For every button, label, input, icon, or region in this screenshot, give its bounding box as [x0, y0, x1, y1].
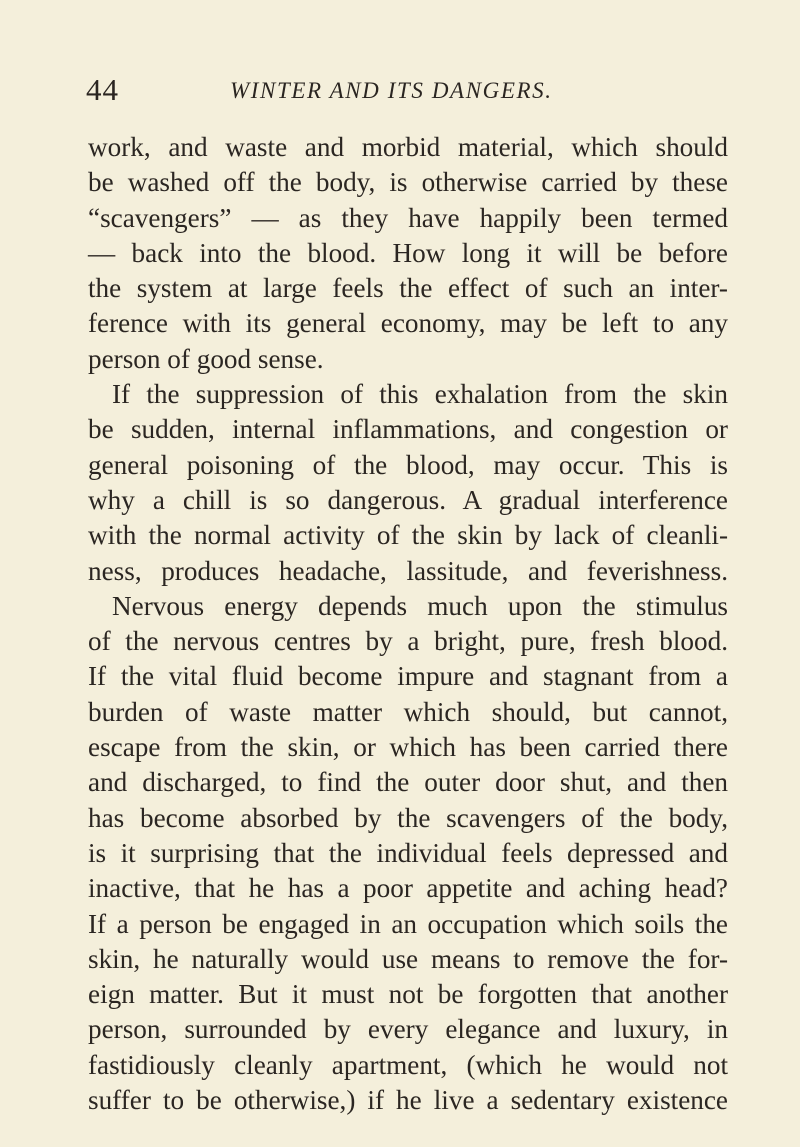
text-line: work, and waste and morbid material, which should: [88, 132, 728, 162]
text-line: If the vital fluid become impure and stagnant from a: [88, 661, 728, 692]
page-number: 44: [86, 72, 119, 107]
text-line: fastidiously cleanly apartment, (which he would not: [88, 1049, 728, 1080]
text-line: suffer to be otherwise,) if he live a sedentary existence: [88, 1085, 728, 1116]
text-line: be sudden, internal inflammations, and congestion or: [88, 414, 728, 445]
text-line: burden of waste matter which should, but cannot,: [88, 696, 728, 727]
text-line: escape from the skin, or which has been carried there: [88, 732, 728, 763]
text-line: general poisoning of the blood, may occur. This is: [88, 449, 728, 480]
text-line: person of good sense.: [88, 343, 324, 374]
text-line: ference with its general economy, may be left to any: [88, 308, 728, 339]
text-line: If the suppression of this exhalation from the skin: [112, 379, 728, 410]
text-line: ness, produces headache, lassitude, and feverishness.: [88, 555, 728, 586]
running-title: WINTER AND ITS DANGERS.: [230, 78, 553, 103]
text-line: inactive, that he has a poor appetite and aching head?: [88, 873, 728, 904]
text-line: be washed off the body, is otherwise carried by these: [88, 167, 728, 198]
text-line: and discharged, to find the outer door shut, and then: [88, 767, 728, 798]
text-line: skin, he naturally would use means to remove the for-: [88, 943, 728, 974]
text-line: person, surrounded by every elegance and luxury, in: [88, 1014, 728, 1045]
text-line: eign matter. But it must not be forgotten that another: [88, 979, 728, 1010]
text-line: why a chill is so dangerous. A gradual interference: [88, 484, 728, 515]
text-line: Nervous energy depends much upon the stimulus: [112, 590, 728, 621]
text-line: If a person be engaged in an occupation which soils the: [88, 908, 728, 939]
text-line: has become absorbed by the scavengers of the body,: [88, 802, 728, 833]
text-line: is it surprising that the individual feels depressed and: [88, 837, 728, 868]
text-line: of the nervous centres by a bright, pure, fresh blood.: [88, 626, 728, 657]
text-line: the system at large feels the effect of such an inter-: [88, 273, 728, 304]
text-line: with the normal activity of the skin by lack of cleanli-: [88, 520, 728, 551]
text-line: — back into the blood. How long it will be before: [88, 237, 728, 268]
running-head: [86, 72, 726, 112]
body-text: [88, 130, 728, 1118]
text-line: “scavengers” — as they have happily been termed: [88, 202, 728, 233]
